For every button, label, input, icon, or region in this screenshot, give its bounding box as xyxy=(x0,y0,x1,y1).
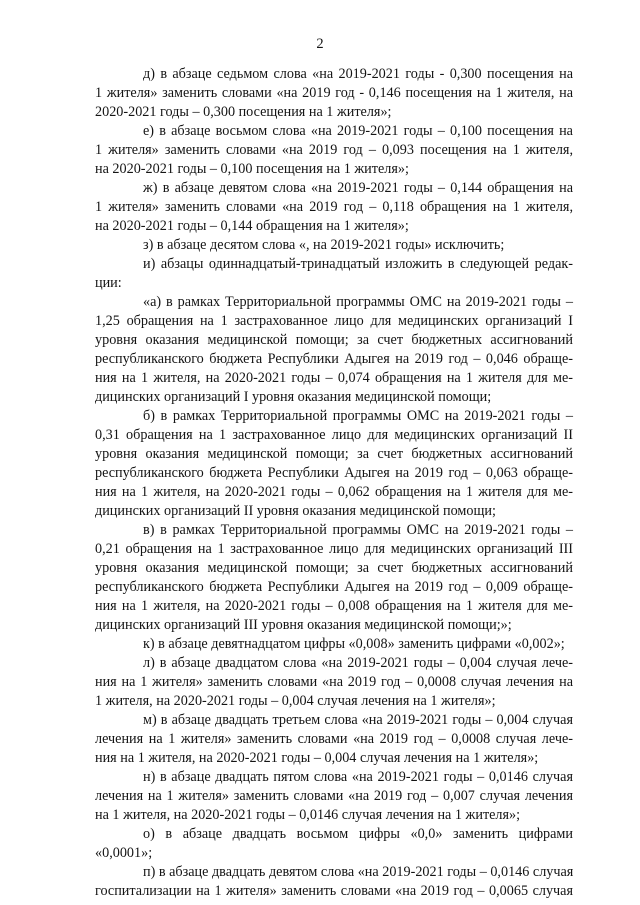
text-line: «а) в рамках Территориальной программы ОМС на 2019-2021 годы – xyxy=(143,294,573,310)
text-line: 0,31 обращения на 1 застрахованное лицо для медицинских организаций II xyxy=(95,427,573,443)
text-line: 1 жителя» заменить словами «на 2019 год – 0,118 обращения на 1 жителя, xyxy=(95,199,573,215)
text-line: ции: xyxy=(95,275,122,291)
text-line: «0,0001»; xyxy=(95,845,153,861)
text-line: 1 жителя» заменить словами «на 2019 год – 0,093 посещения на 1 жителя, xyxy=(95,142,573,158)
text-line: дицинских организаций III уровня оказания медицинской помощи;»; xyxy=(95,617,512,633)
text-line: м) в абзаце двадцать третьем слова «на 2019-2021 годы – 0,004 случая xyxy=(143,712,573,728)
text-line: н) в абзаце двадцать пятом слова «на 2019-2021 годы – 0,0146 случая xyxy=(143,769,573,785)
text-line: на 2020-2021 годы – 0,144 обращения на 1 жителя»; xyxy=(95,218,409,234)
text-line: на 2020-2021 годы – 0,100 посещения на 1 жителя»; xyxy=(95,161,409,177)
text-line: ния на 1 жителя, на 2020-2021 годы – 0,074 обращения на 1 жителя для ме- xyxy=(95,370,573,386)
text-line: з) в абзаце десятом слова «, на 2019-2021 годы» исключить; xyxy=(143,237,505,253)
text-line: 1 жителя» заменить словами «на 2019 год - 0,146 посещения на 1 жителя, на xyxy=(95,85,573,101)
text-line: и) абзацы одиннадцатый-тринадцатый изложить в следующей редак- xyxy=(143,256,573,272)
text-line: ния на 1 жителя, на 2020-2021 годы – 0,008 обращения на 1 жителя для ме- xyxy=(95,598,573,614)
text-line: в) в рамках Территориальной программы ОМС на 2019-2021 годы – xyxy=(143,522,573,538)
text-line: о) в абзаце двадцать восьмом цифры «0,0» заменить цифрами xyxy=(143,826,573,842)
text-line: ния на 1 жителя» заменить словами «на 2019 год – 0,0008 случая лечения на xyxy=(95,674,573,690)
text-line: госпитализации на 1 жителя» заменить словами «на 2019 год – 0,0065 случая xyxy=(95,883,573,899)
text-line: п) в абзаце двадцать девятом слова «на 2019-2021 годы – 0,0146 случая xyxy=(143,864,574,880)
text-line: л) в абзаце двадцатом слова «на 2019-2021 годы – 0,004 случая лече- xyxy=(143,655,573,671)
text-line: уровня оказания медицинской помощи; за счет бюджетных ассигнований xyxy=(95,332,573,348)
text-line: уровня оказания медицинской помощи; за счет бюджетных ассигнований xyxy=(95,446,573,462)
text-line: 2020-2021 годы – 0,300 посещения на 1 жителя»; xyxy=(95,104,392,120)
text-line: на 1 жителя, на 2020-2021 годы – 0,0146 случая лечения на 1 жителя»; xyxy=(95,807,521,823)
text-line: к) в абзаце девятнадцатом цифры «0,008» заменить цифрами «0,002»; xyxy=(143,636,565,652)
text-line: е) в абзаце восьмом слова «на 2019-2021 годы – 0,100 посещения на xyxy=(143,123,573,139)
page-number: 2 xyxy=(316,36,324,52)
text-line: ния на 1 жителя, на 2020-2021 годы – 0,062 обращения на 1 жителя для ме- xyxy=(95,484,573,500)
text-line: 0,21 обращения на 1 застрахованное лицо для медицинских организаций III xyxy=(95,541,573,557)
text-line: дицинских организаций II уровня оказания медицинской помощи; xyxy=(95,503,496,519)
text-line: лечения на 1 жителя» заменить словами «на 2019 год – 0,0008 случая лече- xyxy=(95,731,573,747)
text-line: уровня оказания медицинской помощи; за счет бюджетных ассигнований xyxy=(95,560,573,576)
text-line: дицинских организаций I уровня оказания медицинской помощи; xyxy=(95,389,492,405)
text-line: б) в рамках Территориальной программы ОМС на 2019-2021 годы – xyxy=(143,408,573,424)
text-line: лечения на 1 жителя» заменить словами «на 2019 год – 0,007 случая лечения xyxy=(95,788,573,804)
text-line: 1 жителя, на 2020-2021 годы – 0,004 случая лечения на 1 жителя»; xyxy=(95,693,496,709)
text-line: ния на 1 жителя, на 2020-2021 годы – 0,004 случая лечения на 1 жителя»; xyxy=(95,750,539,766)
text-line: 1,25 обращения на 1 застрахованное лицо для медицинских организаций I xyxy=(95,313,573,329)
text-line: республиканского бюджета Республики Адыгея на 2019 год – 0,009 обраще- xyxy=(95,579,573,595)
text-line: д) в абзаце седьмом слова «на 2019-2021 годы - 0,300 посещения на xyxy=(143,66,573,82)
text-line: ж) в абзаце девятом слова «на 2019-2021 годы – 0,144 обращения на xyxy=(143,180,573,196)
text-line: республиканского бюджета Республики Адыгея на 2019 год – 0,063 обраще- xyxy=(95,465,573,481)
text-line: республиканского бюджета Республики Адыгея на 2019 год – 0,046 обраще- xyxy=(95,351,573,367)
